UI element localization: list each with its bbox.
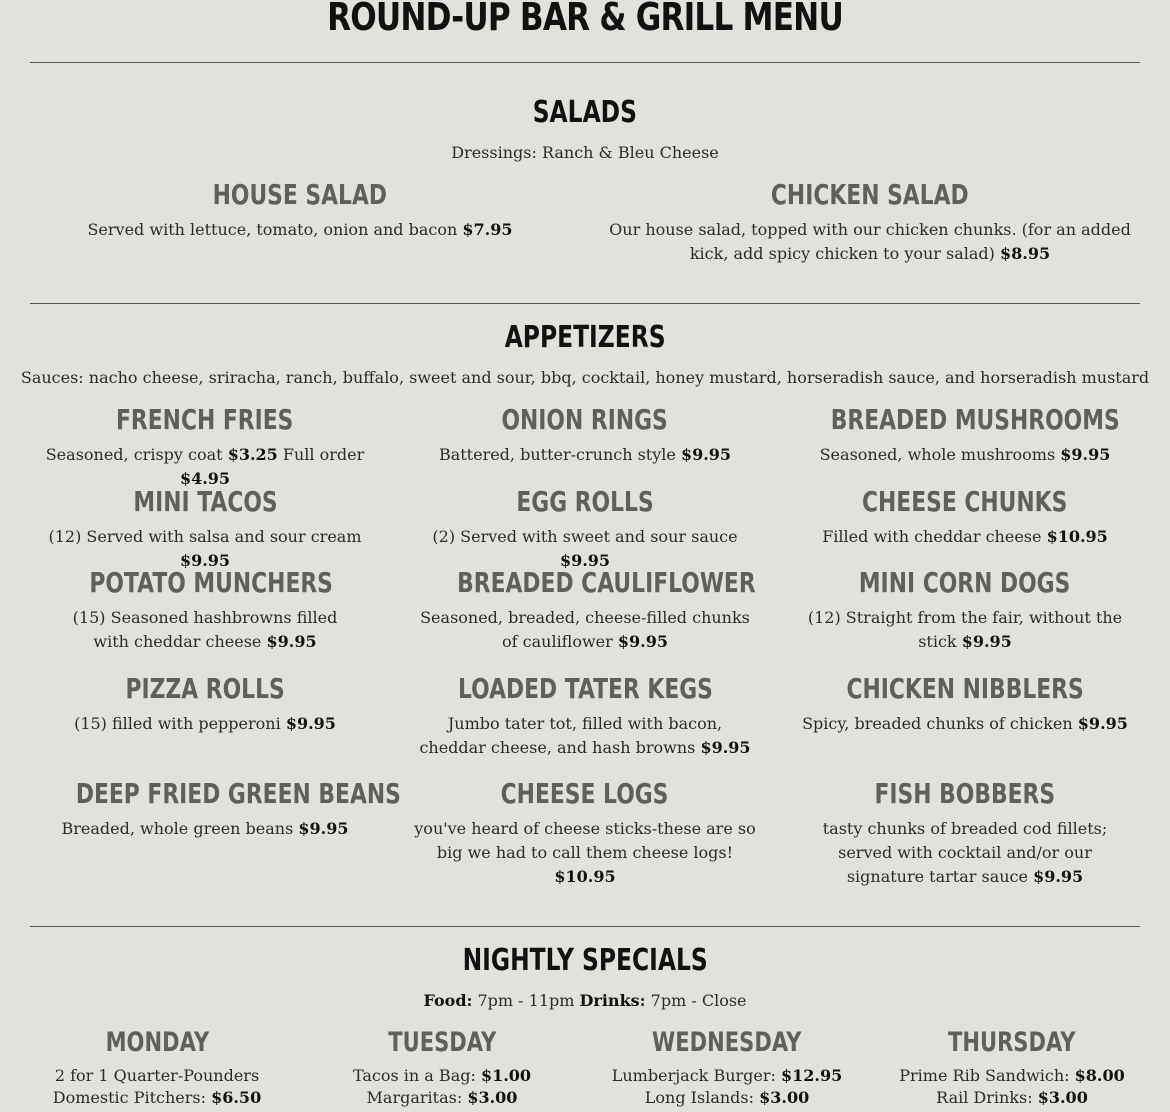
menu-item-house-salad — [30, 178, 570, 242]
section-heading-appetizers: APPETIZERS — [504, 320, 666, 355]
menu-item-breaded-cauliflower — [415, 566, 755, 654]
item-price: $9.95 — [285, 714, 336, 733]
item-name: CHICKEN SALAD — [771, 178, 969, 211]
special-line: Lumberjack Burger: $12.95 — [611, 1066, 843, 1085]
item-description: tasty chunks of breaded cod fillets; served with cocktail and/or our signature tartar sauce $9.95 — [822, 819, 1108, 886]
item-price: $9.95 — [961, 632, 1012, 651]
day-heading: MONDAY — [105, 1027, 209, 1058]
menu-item-pizza-rolls — [30, 672, 380, 736]
menu-item-breaded-mushrooms — [790, 403, 1140, 467]
item-price-full: $4.95 — [179, 469, 231, 488]
day-heading: TUESDAY — [387, 1027, 497, 1058]
item-price: $9.95 — [559, 551, 611, 570]
item-name: FISH BOBBERS — [874, 777, 1056, 810]
day-heading: THURSDAY — [948, 1027, 1076, 1058]
menu-item-chicken-salad — [600, 178, 1140, 266]
menu-item-potato-munchers — [55, 566, 355, 654]
day-heading: WEDNESDAY — [652, 1027, 802, 1058]
special-line: Domestic Pitchers: $6.50 — [52, 1088, 262, 1107]
menu-item-chicken-nibblers — [790, 672, 1140, 736]
item-price: $3.25 — [227, 445, 278, 464]
item-price: $9.95 — [266, 632, 317, 651]
menu-item-cheese-logs — [405, 777, 765, 889]
item-price: $9.95 — [680, 445, 732, 464]
section-heading-nightly-specials: NIGHTLY SPECIALS — [462, 943, 708, 978]
item-name: ONION RINGS — [501, 403, 669, 436]
item-name: DEEP FRIED GREEN BEANS — [75, 777, 401, 810]
menu-item-mini-tacos — [30, 485, 380, 573]
item-description: Seasoned, crispy coat $3.25 Full order $4.95 — [45, 445, 365, 488]
item-name: BREADED MUSHROOMS — [830, 403, 1120, 436]
item-name: MINI CORN DOGS — [859, 566, 1071, 599]
menu-item-mini-corn-dogs — [790, 566, 1140, 654]
special-line: Margaritas: $3.00 — [366, 1088, 518, 1107]
item-name: CHEESE LOGS — [501, 777, 669, 810]
item-description: Filled with cheddar cheese $10.95 — [822, 527, 1108, 546]
item-description: Breaded, whole green beans $9.95 — [61, 819, 349, 838]
item-description: (12) Served with salsa and sour cream $9.95 — [48, 527, 362, 570]
item-description: Served with lettuce, tomato, onion and bacon $7.95 — [87, 220, 513, 239]
item-price: $7.95 — [462, 220, 513, 239]
section-heading-salads: SALADS — [532, 95, 638, 130]
item-price: $9.95 — [1033, 867, 1084, 886]
specials-hours: Food: 7pm - 11pm Drinks: 7pm - Close — [423, 991, 747, 1010]
item-price: $10.95 — [1046, 527, 1108, 546]
item-description: Our house salad, topped with our chicken chunks. (for an added kick, add spicy chicken to your salad) $8.95 — [609, 220, 1131, 263]
item-description: (15) Seasoned hashbrowns filled with cheddar cheese $9.95 — [72, 608, 338, 651]
item-name: CHEESE CHUNKS — [862, 485, 1068, 518]
item-price: $9.95 — [179, 551, 231, 570]
item-price: $9.95 — [298, 819, 349, 838]
item-name: HOUSE SALAD — [212, 178, 388, 211]
item-name: LOADED TATER KEGS — [457, 672, 713, 705]
menu-item-french-fries — [30, 403, 380, 491]
item-name: EGG ROLLS — [516, 485, 654, 518]
menu-item-loaded-tater-kegs — [415, 672, 755, 760]
item-description: Jumbo tater tot, filled with bacon, cheddar cheese, and hash browns $9.95 — [419, 714, 751, 757]
item-description: Seasoned, whole mushrooms $9.95 — [819, 445, 1111, 464]
menu-item-egg-rolls — [410, 485, 760, 573]
item-description: (2) Served with sweet and sour sauce $9.95 — [432, 527, 738, 570]
item-price: $9.95 — [700, 738, 751, 757]
item-name: PIZZA ROLLS — [125, 672, 285, 705]
menu-item-deep-fried-green-beans — [30, 777, 401, 841]
special-wednesday — [587, 1026, 867, 1109]
item-description: Spicy, breaded chunks of chicken $9.95 — [802, 714, 1128, 733]
special-thursday — [872, 1026, 1152, 1109]
special-line: Rail Drinks: $3.00 — [936, 1088, 1088, 1107]
item-description: (15) filled with pepperoni $9.95 — [74, 714, 336, 733]
item-description: (12) Straight from the fair, without the stick $9.95 — [807, 608, 1123, 651]
divider — [30, 62, 1140, 63]
item-name: FRENCH FRIES — [116, 403, 294, 436]
item-price: $9.95 — [1077, 714, 1128, 733]
special-line: Long Islands: $3.00 — [644, 1088, 810, 1107]
special-tuesday — [302, 1026, 582, 1109]
item-price: $9.95 — [1060, 445, 1111, 464]
item-name: MINI TACOS — [132, 485, 278, 518]
item-price: $9.95 — [617, 632, 668, 651]
item-description: you've heard of cheese sticks-these are so big we had to call them cheese logs! $10.95 — [414, 819, 756, 886]
menu-item-fish-bobbers — [800, 777, 1130, 889]
item-name: POTATO MUNCHERS — [89, 566, 333, 599]
special-line: 2 for 1 Quarter-Pounders — [54, 1066, 260, 1085]
page-title: ROUND-UP BAR & GRILL MENU — [327, 0, 843, 39]
menu-item-onion-rings — [410, 403, 760, 467]
item-price: $10.95 — [554, 867, 616, 886]
divider — [30, 303, 1140, 304]
item-description: Seasoned, breaded, cheese-filled chunks of cauliflower $9.95 — [420, 608, 750, 651]
special-line: Tacos in a Bag: $1.00 — [352, 1066, 532, 1085]
item-name: BREADED CAULIFLOWER — [457, 566, 756, 599]
dressings-note: Dressings: Ranch & Bleu Cheese — [451, 143, 719, 162]
special-line: Prime Rib Sandwich: $8.00 — [899, 1066, 1125, 1085]
special-monday — [17, 1026, 297, 1109]
sauces-note: Sauces: nacho cheese, sriracha, ranch, buffalo, sweet and sour, bbq, cocktail, honey mustard, horseradish sauce, and horseradish mustard — [20, 368, 1150, 387]
menu-item-cheese-chunks — [790, 485, 1140, 549]
divider — [30, 926, 1140, 927]
item-price: $8.95 — [1000, 244, 1051, 263]
item-name: CHICKEN NIBBLERS — [846, 672, 1084, 705]
item-description: Battered, butter-crunch style $9.95 — [438, 445, 732, 464]
